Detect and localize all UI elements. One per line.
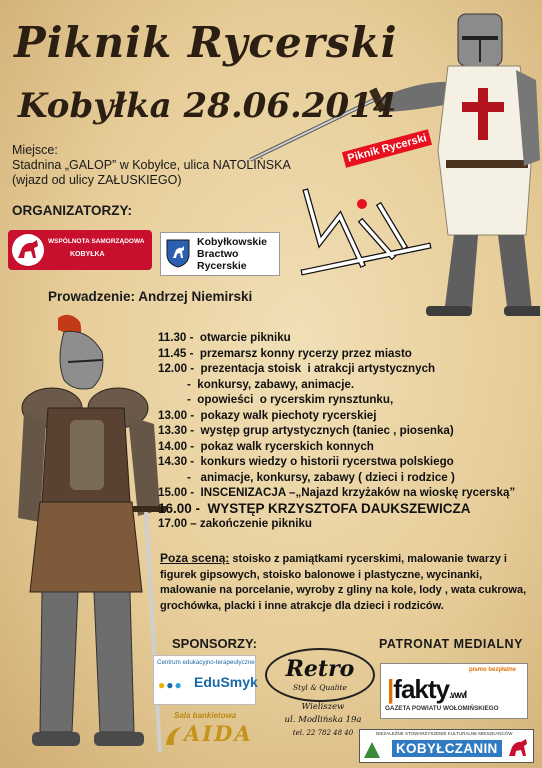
venue-label: Miejsce: [12, 143, 58, 157]
schedule-item: 13.00 - pokazy walk piechoty rycerskiej [158, 408, 377, 422]
retro-street: ul. Modlińska 19a [284, 715, 362, 725]
kobylczanin-name: KOBYŁCZANIN [392, 740, 502, 757]
schedule-item: - opowieści o rycerskim rynsztunku, [158, 393, 394, 406]
schedule-item: - konkursy, zabawy, animacje. [158, 377, 355, 391]
retro-logo [265, 648, 375, 702]
aida-name: AIDA [184, 721, 253, 746]
coat-of-arms-icon [165, 238, 191, 268]
offstage-label: Poza sceną: [160, 551, 230, 565]
venue-address: Stadnina „GALOP” w Kobyłce, ulica NATOLIŃSKA [12, 158, 291, 172]
schedule-item: 16.00 - WYSTĘP KRZYSZTOFA DAUKSZEWICZA [158, 500, 471, 516]
fakty-name-text: fakty [393, 674, 449, 704]
fakty-tag: pismo bezpłatne [469, 667, 517, 673]
location-map [296, 182, 436, 282]
media-patron-heading: PATRONAT MEDIALNY [379, 637, 523, 651]
retro-address [284, 701, 362, 740]
org1-name-line1: WSPÓLNOTA SAMORZĄDOWA [48, 238, 145, 245]
schedule-item: - animacje, konkursy, zabawy ( dzieci i rodzice ) [158, 470, 455, 484]
edusmyk-subtitle: Centrum edukacyjno-terapeutyczne [157, 659, 255, 666]
aida-logo [160, 711, 260, 751]
triangle-icon [362, 740, 382, 760]
kobylczanin-logo [359, 729, 534, 763]
horse-icon [506, 736, 530, 760]
schedule-list [158, 330, 538, 532]
fakty-logo [380, 663, 528, 719]
schedule-item: 14.30 - konkurs wiedzy o historii rycerstwa polskiego [158, 455, 454, 468]
armored-knight-image [10, 312, 170, 764]
map-location-tag: Piknik Rycerski [342, 129, 432, 168]
host-line: Prowadzenie: Andrzej Niemirski [48, 289, 253, 304]
venue-entry-note: (wjazd od ulicy ZAŁUSKIEGO) [12, 173, 182, 187]
poster-title: Piknik Rycerski [14, 18, 398, 67]
aida-subtitle: Sala bankietowa [174, 711, 237, 720]
org2-name-line2: Bractwo [197, 248, 239, 260]
poster-date-title: Kobyłka 28.06.2014 [18, 86, 397, 126]
map-pin-icon [357, 199, 367, 209]
organizers-heading: ORGANIZATORZY: [12, 203, 132, 218]
org2-name-line3: Rycerskie [197, 260, 247, 272]
dots-icon: ●●● [158, 678, 183, 692]
schedule-item: 11.45 - przemarsz konny rycerzy przez miasto [158, 346, 412, 360]
schedule-item: 14.00 - pokaz walk rycerskich konnych [158, 439, 374, 453]
sponsors-heading: SPONSORZY: [172, 636, 257, 651]
schedule-item: 12.00 - prezentacja stoisk i atrakcji artystycznych [158, 362, 436, 375]
horse-icon [12, 234, 44, 266]
org2-name-line1: Kobyłkowskie [197, 236, 268, 248]
retro-phone: tel. 22 782 48 40 [292, 729, 354, 737]
kobylczanin-subtitle: NIEZALEŻNE STOWARZYSZENIE KULTURALNE MIESZKAŃCÓW [376, 731, 513, 736]
venue-info [12, 143, 291, 188]
schedule-item: 15.00 - INSCENIZACJA –„Najazd krzyżaków na wioskę rycerską” [158, 486, 516, 499]
edusmyk-logo [153, 655, 256, 705]
offstage-text: stoisko z pamiątkami rycerskimi, malowanie twarzy i figurek gipsowych, stoisko balonowe i plastyczne, wycinanki, malowanie na porcelanie, wyroby z gliny na kole, lody , wata cukrowa, grochówka, placki i inne atrakcje dla dzieci i rodziców. [160, 553, 527, 612]
wspolnota-samorzadowa-logo [8, 230, 152, 270]
bractwo-rycerskie-logo [160, 232, 280, 276]
retro-tagline: Styl & Qualite [293, 683, 347, 692]
retro-name: Retro [285, 656, 355, 682]
aida-swirl-icon [164, 723, 184, 747]
offstage-attractions [160, 551, 530, 614]
retro-city: Wieliszew [301, 702, 345, 712]
edusmyk-name: EduSmyk [194, 674, 258, 690]
fakty-subtitle: GAZETA POWIATU WOŁOMIŃSKIEGO [385, 705, 499, 712]
schedule-item: 13.30 - występ grup artystycznych (taniec , piosenka) [158, 424, 454, 437]
schedule-item: 11.30 - otwarcie pikniku [158, 331, 291, 344]
schedule-item: 17.00 – zakończenie pikniku [158, 517, 313, 530]
org1-name-line2: KOBYŁKA [70, 251, 105, 258]
fakty-suffix: .wwl [448, 690, 467, 701]
fakty-name: |fakty.wwl [387, 674, 467, 704]
